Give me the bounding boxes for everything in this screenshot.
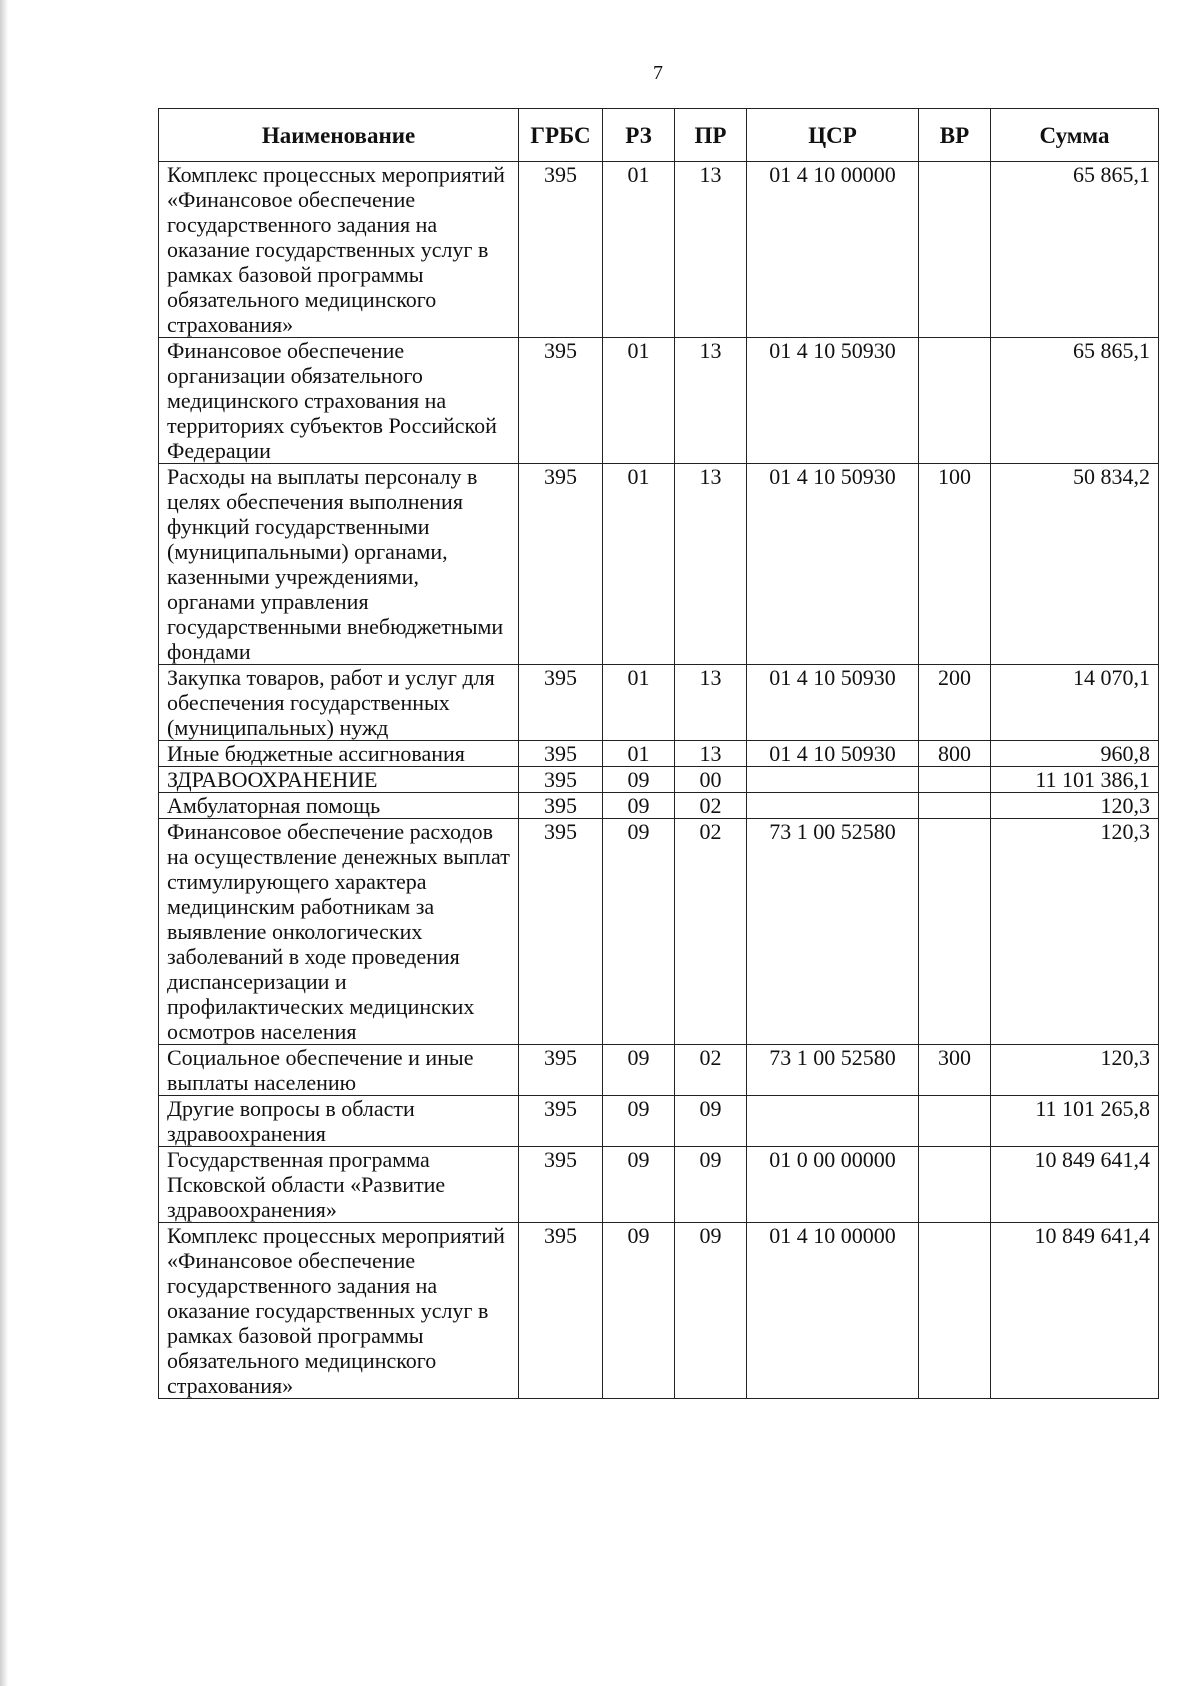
- row-grbs: 395: [519, 1096, 603, 1147]
- table-header-row: [159, 109, 1159, 162]
- row-rz: 09: [603, 819, 675, 1045]
- row-sum: 50 834,2: [991, 464, 1159, 665]
- table-row: [159, 767, 1159, 793]
- row-csr: 73 1 00 52580: [747, 1045, 919, 1096]
- header-grbs: ГРБС: [519, 109, 603, 162]
- header-rz: РЗ: [603, 109, 675, 162]
- row-sum: 11 101 265,8: [991, 1096, 1159, 1147]
- table-row: [159, 464, 1159, 665]
- row-name: Закупка товаров, работ и услуг для обеспечения государственных (муниципальных) нужд: [159, 665, 519, 741]
- row-pr: 02: [675, 1045, 747, 1096]
- table-row: [159, 1096, 1159, 1147]
- row-sum: 65 865,1: [991, 338, 1159, 464]
- row-pr: 02: [675, 793, 747, 819]
- row-rz: 01: [603, 338, 675, 464]
- table-row: [159, 665, 1159, 741]
- row-rz: 01: [603, 162, 675, 338]
- row-rz: 09: [603, 1147, 675, 1223]
- row-grbs: 395: [519, 819, 603, 1045]
- header-name: Наименование: [159, 109, 519, 162]
- row-rz: 09: [603, 1096, 675, 1147]
- row-vr: [919, 1147, 991, 1223]
- row-name: Финансовое обеспечение организации обязательного медицинского страхования на территориях субъектов Российской Федерации: [159, 338, 519, 464]
- row-csr: [747, 1096, 919, 1147]
- header-vr: ВР: [919, 109, 991, 162]
- row-csr: [747, 793, 919, 819]
- row-csr: 01 4 10 00000: [747, 162, 919, 338]
- row-pr: 09: [675, 1223, 747, 1399]
- row-csr: 01 4 10 50930: [747, 665, 919, 741]
- row-rz: 01: [603, 665, 675, 741]
- row-csr: 01 4 10 00000: [747, 1223, 919, 1399]
- row-vr: [919, 1223, 991, 1399]
- row-rz: 09: [603, 1045, 675, 1096]
- row-pr: 13: [675, 665, 747, 741]
- row-sum: 120,3: [991, 793, 1159, 819]
- row-vr: [919, 793, 991, 819]
- row-name: Государственная программа Псковской области «Развитие здравоохранения»: [159, 1147, 519, 1223]
- scan-edge: [0, 0, 8, 1686]
- row-pr: 00: [675, 767, 747, 793]
- row-rz: 01: [603, 464, 675, 665]
- row-vr: [919, 767, 991, 793]
- row-pr: 13: [675, 338, 747, 464]
- row-vr: 100: [919, 464, 991, 665]
- table-row: [159, 1045, 1159, 1096]
- header-sum: Сумма: [991, 109, 1159, 162]
- row-sum: 960,8: [991, 741, 1159, 767]
- row-grbs: 395: [519, 338, 603, 464]
- table-row: [159, 1223, 1159, 1399]
- row-grbs: 395: [519, 665, 603, 741]
- row-name: Иные бюджетные ассигнования: [159, 741, 519, 767]
- row-sum: 65 865,1: [991, 162, 1159, 338]
- row-pr: 13: [675, 464, 747, 665]
- row-vr: [919, 162, 991, 338]
- row-grbs: 395: [519, 162, 603, 338]
- table-row: [159, 1147, 1159, 1223]
- row-csr: 01 4 10 50930: [747, 741, 919, 767]
- row-grbs: 395: [519, 1147, 603, 1223]
- row-sum: 120,3: [991, 819, 1159, 1045]
- table-row: [159, 741, 1159, 767]
- row-csr: 01 0 00 00000: [747, 1147, 919, 1223]
- row-vr: [919, 819, 991, 1045]
- row-csr: [747, 767, 919, 793]
- row-sum: 11 101 386,1: [991, 767, 1159, 793]
- row-sum: 120,3: [991, 1045, 1159, 1096]
- row-name: Расходы на выплаты персоналу в целях обеспечения выполнения функций государственными (муниципальными) органами, казенными учреждениями, органами управления государственными внебюджетными фондами: [159, 464, 519, 665]
- row-pr: 09: [675, 1147, 747, 1223]
- row-csr: 73 1 00 52580: [747, 819, 919, 1045]
- header-pr: ПР: [675, 109, 747, 162]
- row-sum: 14 070,1: [991, 665, 1159, 741]
- row-name: Комплекс процессных мероприятий «Финансовое обеспечение государственного задания на оказание государственных услуг в рамках базовой программы обязательного медицинского страхования»: [159, 1223, 519, 1399]
- row-name: Другие вопросы в области здравоохранения: [159, 1096, 519, 1147]
- row-rz: 01: [603, 741, 675, 767]
- row-grbs: 395: [519, 464, 603, 665]
- row-pr: 09: [675, 1096, 747, 1147]
- row-grbs: 395: [519, 793, 603, 819]
- row-pr: 13: [675, 162, 747, 338]
- row-sum: 10 849 641,4: [991, 1147, 1159, 1223]
- row-grbs: 395: [519, 767, 603, 793]
- row-name: ЗДРАВООХРАНЕНИЕ: [159, 767, 519, 793]
- row-grbs: 395: [519, 1045, 603, 1096]
- row-csr: 01 4 10 50930: [747, 338, 919, 464]
- header-csr: ЦСР: [747, 109, 919, 162]
- row-rz: 09: [603, 793, 675, 819]
- page-number: 7: [653, 62, 663, 84]
- row-vr: 300: [919, 1045, 991, 1096]
- row-rz: 09: [603, 767, 675, 793]
- table-row: [159, 338, 1159, 464]
- row-csr: 01 4 10 50930: [747, 464, 919, 665]
- table-row: [159, 793, 1159, 819]
- row-vr: 800: [919, 741, 991, 767]
- row-grbs: 395: [519, 741, 603, 767]
- row-pr: 13: [675, 741, 747, 767]
- row-pr: 02: [675, 819, 747, 1045]
- table-row: [159, 162, 1159, 338]
- row-name: Финансовое обеспечение расходов на осуществление денежных выплат стимулирующего характера медицинским работникам за выявление онкологических заболеваний в ходе проведения диспансеризации и профилактических медицинских осмотров населения: [159, 819, 519, 1045]
- row-sum: 10 849 641,4: [991, 1223, 1159, 1399]
- row-name: Социальное обеспечение и иные выплаты населению: [159, 1045, 519, 1096]
- table-row: [159, 819, 1159, 1045]
- row-rz: 09: [603, 1223, 675, 1399]
- row-name: Амбулаторная помощь: [159, 793, 519, 819]
- row-grbs: 395: [519, 1223, 603, 1399]
- row-vr: [919, 338, 991, 464]
- row-vr: 200: [919, 665, 991, 741]
- row-name: Комплекс процессных мероприятий «Финансовое обеспечение государственного задания на оказание государственных услуг в рамках базовой программы обязательного медицинского страхования»: [159, 162, 519, 338]
- budget-table: [158, 108, 1159, 1399]
- row-vr: [919, 1096, 991, 1147]
